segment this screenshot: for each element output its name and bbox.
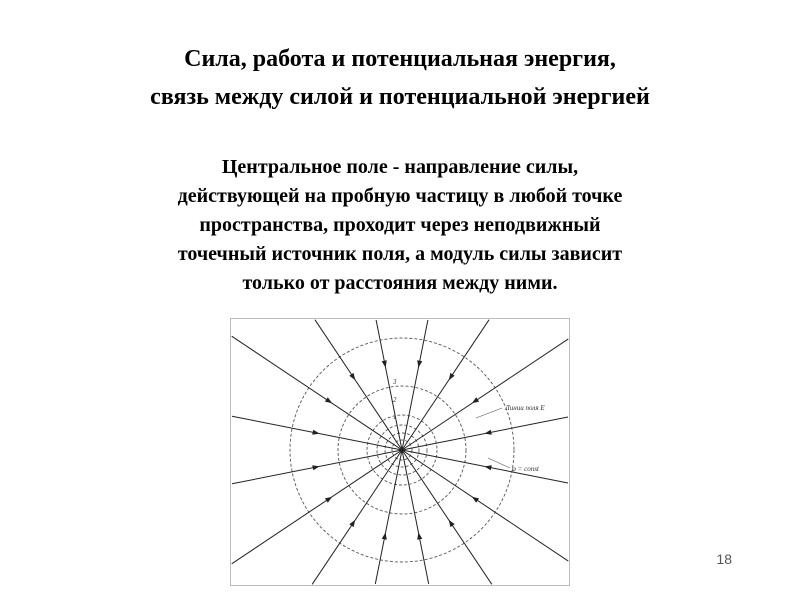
field-diagram: [230, 318, 570, 586]
field-lines: [232, 320, 569, 585]
equipotential-label: φ = const: [512, 465, 539, 473]
field-line-arrow: [449, 520, 455, 527]
field-line-arrow: [349, 373, 355, 380]
figure-border: [231, 319, 570, 586]
slide-title-line-1: Сила, работа и потенциальная энергия,: [184, 46, 616, 72]
field-line-arrow: [382, 360, 387, 367]
slide-title-line-2: связь между силой и потенциальной энергией: [150, 84, 650, 110]
radius-mark-3: 3: [393, 378, 397, 386]
field-line-arrow: [484, 465, 491, 470]
radius-mark-2: 2: [393, 396, 397, 404]
field-line-arrow: [449, 373, 455, 380]
definition-line-4: точечный источник поля, а модуль силы зависит: [177, 243, 623, 265]
field-line-arrow: [472, 397, 479, 403]
field-line-arrow: [349, 520, 355, 527]
central-field-figure: [230, 318, 570, 586]
definition-line-1: Центральное поле - направление силы,: [221, 156, 579, 178]
field-line-arrow: [417, 360, 422, 367]
field-line-arrow: [325, 497, 332, 503]
definition-line-5: только от расстояния между ними.: [242, 272, 558, 294]
slide-title: [0, 40, 800, 116]
field-line-arrow: [417, 532, 422, 539]
field-line-arrow: [472, 497, 479, 503]
page-number: 18: [716, 551, 732, 567]
definition-line-2: действующей на пробную частицу в любой точке: [177, 185, 623, 207]
field-line-arrow: [382, 532, 387, 539]
label-leader-line: [476, 408, 502, 418]
field-line-arrow: [484, 430, 491, 435]
radius-mark-1: 1: [393, 413, 397, 421]
definition-line-3: пространства, проходит через неподвижный: [199, 214, 601, 236]
field-line-arrow: [312, 465, 319, 470]
field-lines-label: Линии поля E: [505, 404, 545, 412]
central-field-definition: [100, 153, 700, 298]
field-line-arrow: [312, 430, 319, 435]
field-line-arrow: [325, 397, 332, 403]
